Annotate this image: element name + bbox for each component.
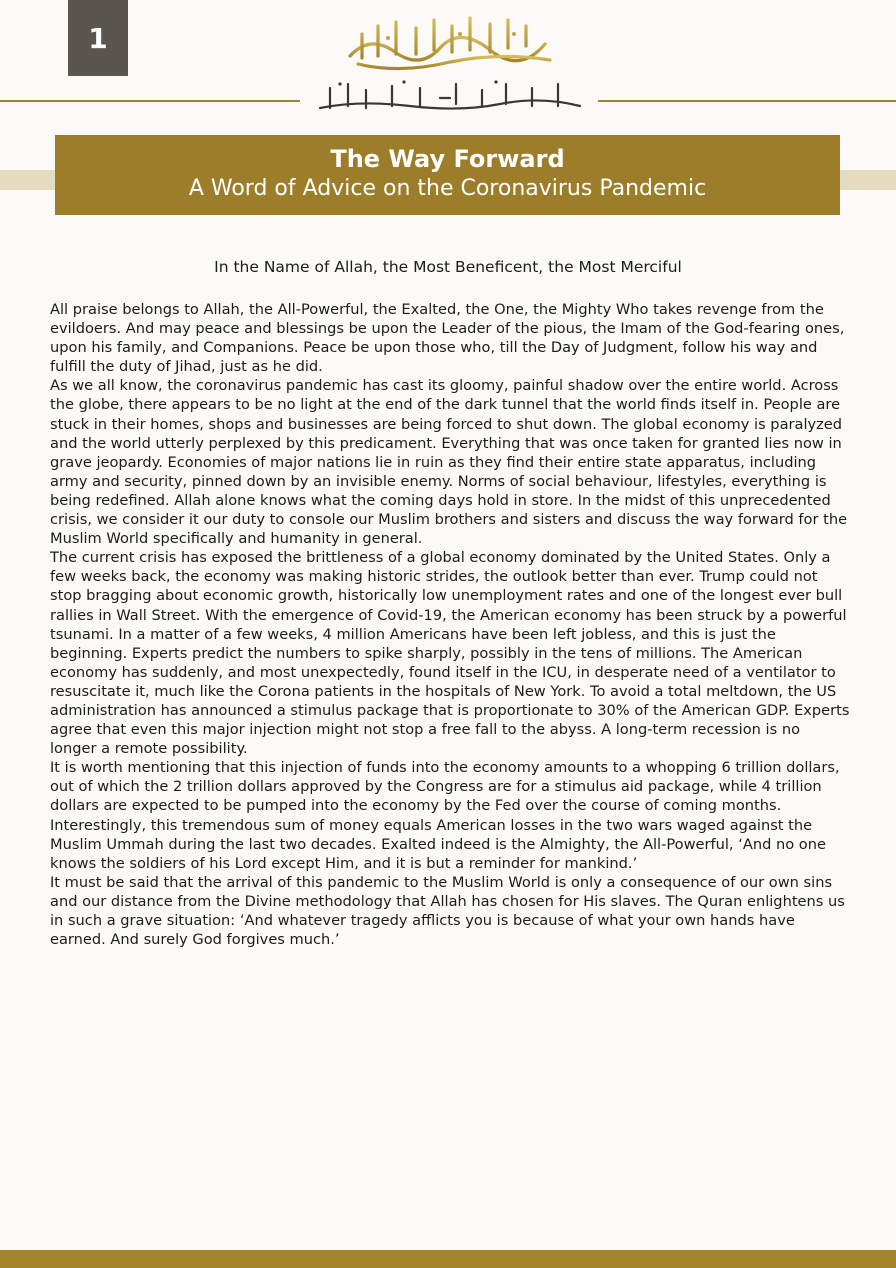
- article-body: [50, 300, 850, 949]
- organization-calligraphy: [320, 80, 580, 108]
- footer-bar: [0, 1250, 896, 1268]
- title-band-right: [840, 170, 896, 190]
- calligraphy-logo: [300, 4, 600, 119]
- document-subtitle: A Word of Advice on the Coronavirus Pandemic: [188, 176, 707, 201]
- paragraph: All praise belongs to Allah, the All-Powerful, the Exalted, the One, the Mighty Who takes revenge from the evildoers. And may peace and blessings be upon the Leader of the pious, the Imam of the God-fearing ones, upon his family, and Companions. Peace be upon those who, till the Day of Judgment, follow his way and fulfill the duty of Jihad, just as he did.: [50, 301, 845, 376]
- paragraph: It must be said that the arrival of this pandemic to the Muslim World is only a consequence of our own sins and our distance from the Divine methodology that Allah has chosen for His slaves. The Quran enlightens us in such a grave situation: ‘And whatever tragedy afflicts you is because of what your own hands have earned. And surely God forgives much.’: [50, 873, 845, 949]
- page-number: 1: [88, 21, 108, 55]
- header-rule-right: [598, 100, 896, 102]
- title-band-left: [0, 170, 55, 190]
- basmala-english: In the Name of Allah, the Most Beneficent, the Most Merciful: [214, 258, 682, 276]
- title-banner: [55, 135, 840, 215]
- basmala-calligraphy: [350, 18, 550, 69]
- page-number-badge: [68, 0, 128, 76]
- header-rule-left: [0, 100, 300, 102]
- paragraph: The current crisis has exposed the brittleness of a global economy dominated by the United States. Only a few weeks back, the economy was making historic strides, the outlook better than ever. Trump could not stop bragging about economic growth, historically low unemployment rates and one of the longest ever bull rallies in Wall Street. With the emergence of Covid-19, the American economy has been struck by a powerful tsunami. In a matter of a few weeks, 4 million Americans have been left jobless, and this is just the beginning. Experts predict the numbers to spike sharply, possibly in the tens of millions. The American economy has suddenly, and most unexpectedly, found itself in the ICU, in desperate need of a ventilator to resuscitate it, much like the Corona patients in the hospitals of New York. To avoid a total meltdown, the US administration has announced a stimulus package that is proportionate to 30% of the American GDP. Experts agree that even this major injection might not stop a free fall to the abyss. A long-term recession is no longer a remote possibility.: [50, 549, 850, 758]
- paragraph: As we all know, the coronavirus pandemic has cast its gloomy, painful shadow over the entire world. Across the globe, there appears to be no light at the end of the dark tunnel that the world finds itself in. People are stuck in their homes, shops and businesses are being forced to shut down. The global economy is paralyzed and the world utterly perplexed by this predicament. Everything that was once taken for granted lies now in grave jeopardy. Economies of major nations lie in ruin as they find their entire state apparatus, including army and security, pinned down by an invisible enemy. Norms of social behaviour, lifestyles, everything is being redefined. Allah alone knows what the coming days hold in store. In the midst of this unprecedented crisis, we consider it our duty to console our Muslim brothers and sisters and discuss the way forward for the Muslim World specifically and humanity in general.: [50, 377, 848, 548]
- paragraph: It is worth mentioning that this injection of funds into the economy amounts to a whopping 6 trillion dollars, out of which the 2 trillion dollars approved by the Congress are for a stimulus aid package, while 4 trillion dollars are expected to be pumped into the economy by the Fed over the course of coming months. Interestingly, this tremendous sum of money equals American losses in the two wars waged against the Muslim Ummah during the last two decades. Exalted indeed is the Almighty, the All-Powerful, ‘And no one knows the soldiers of his Lord except Him, and it is but a reminder for mankind.’: [50, 759, 840, 872]
- document-title: The Way Forward: [330, 145, 565, 173]
